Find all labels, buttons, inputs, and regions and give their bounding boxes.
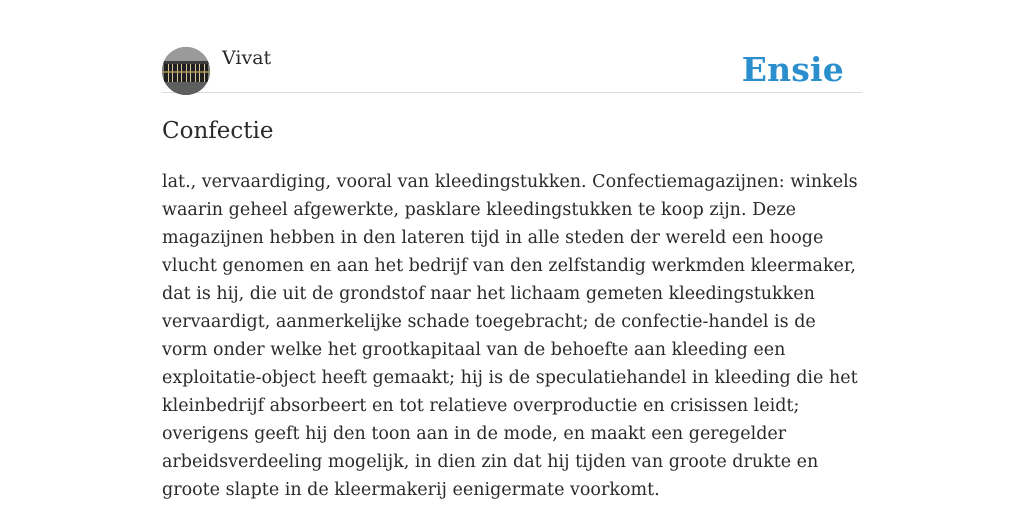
header [162,46,862,93]
bookshelf-avatar-image [162,47,210,95]
brand-logo[interactable]: Ensie [741,50,844,89]
article-body: lat., vervaardiging, vooral van kleedingstukken. Confectiemagazijnen: winkels waarin geheel afgewerkte, pasklare kleedingstukken te koop zijn. Deze magazijnen hebben in den lateren tijd in alle steden der wereld een hooge vlucht genomen en aan het bedrijf van den zelfstandig werkmden kleermaker, dat is hij, die uit de grondstof naar het lichaam gemeten kleedingstukken vervaardigt, aanmerkelijke schade toegebracht; de confectie-handel is de vorm onder welke het grootkapitaal van de behoefte aan kleeding een exploitatie-object heeft gemaakt; hij is de speculatiehandel in kleeding die het kleinbedrijf absorbeert en tot relatieve overproductie en crisissen leidt; overigens geeft hij den toon aan in de mode, en maakt een geregelder arbeidsverdeeling mogelijk, in dien zin dat hij tijden van groote drukte en groote slapte in de kleermakerij eenigermate voorkomt. [162,172,858,500]
author-name[interactable]: Vivat [222,47,272,69]
article-title: Confectie [162,118,274,144]
author-avatar[interactable] [162,47,210,95]
